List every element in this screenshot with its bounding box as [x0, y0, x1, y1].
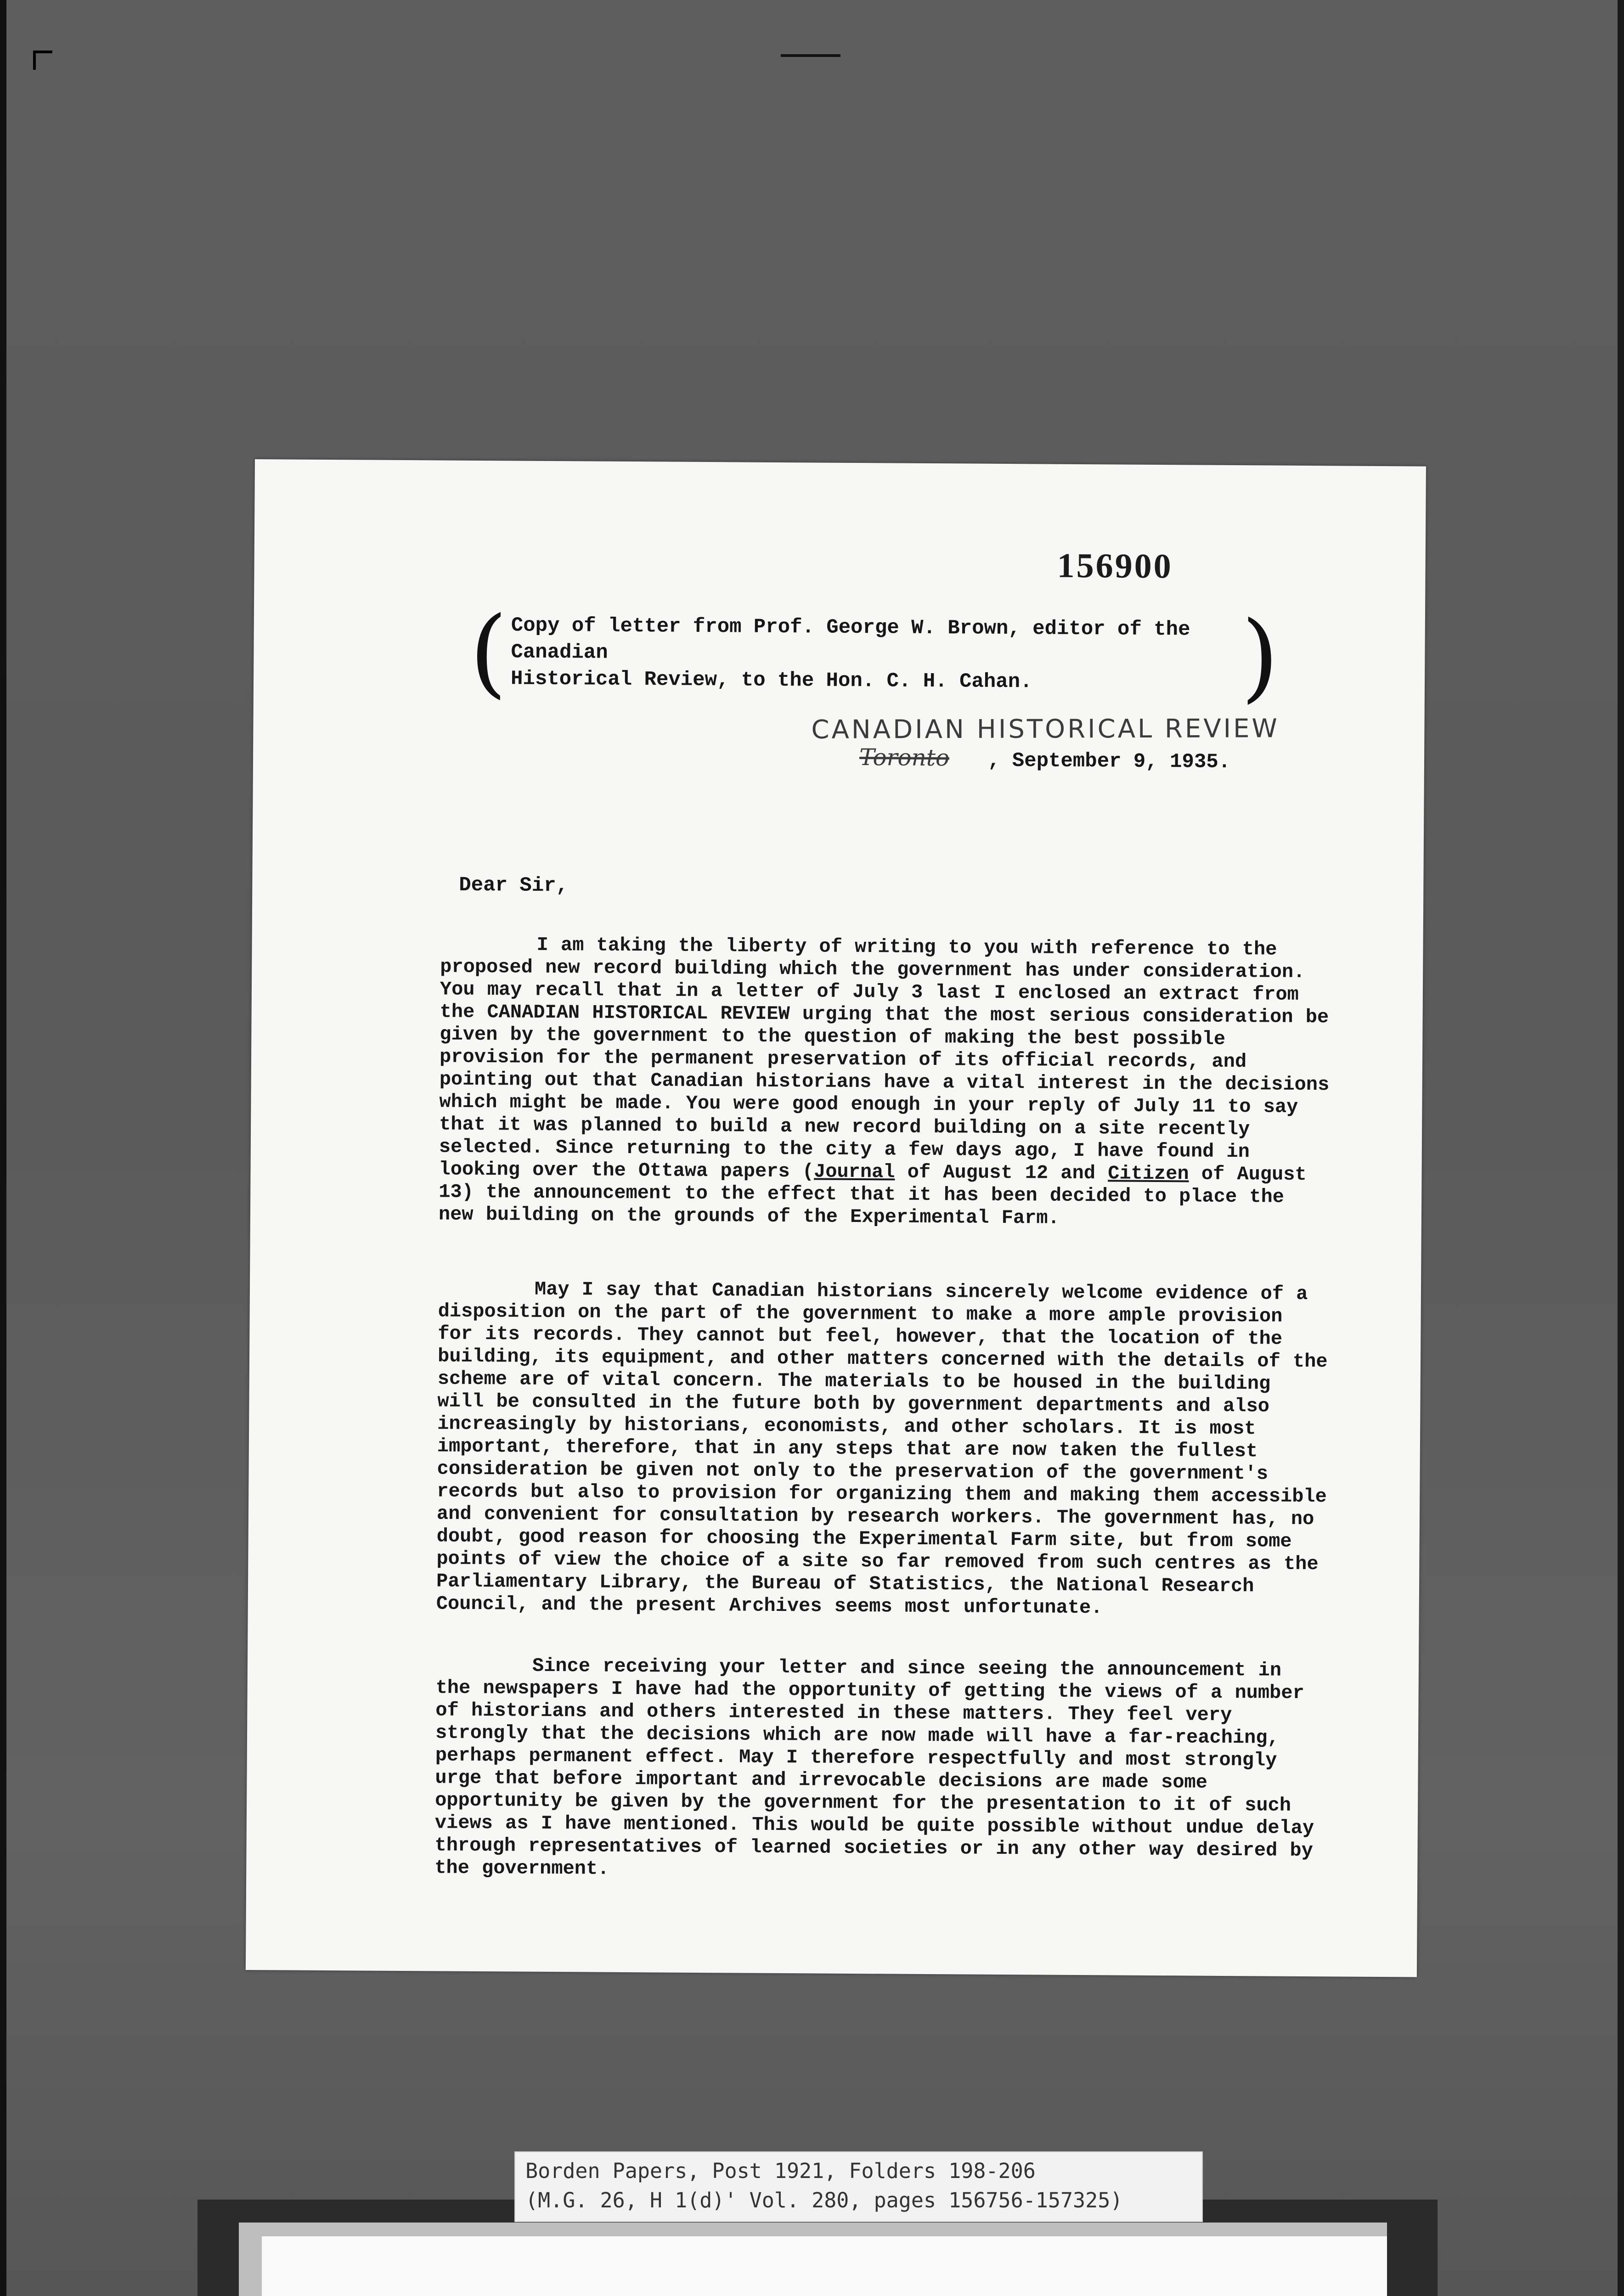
citizen-title: Citizen [1108, 1162, 1189, 1185]
paragraph-1-part-a: I am taking the liberty of writing to you with reference to the proposed new record building which the government has under consideration. You may recall that in a letter of July 3 last I enclosed an extract from the CANADIAN HISTORICAL REVIEW urging that the most serious consideration be given by the government to the question of making the best possible provision for the permanent preservation of its official records, and pointing out that Canadian historians have a vital interest in the decisions which might be made. You were good enough in your reply of July 11 to say that it was planned to build a new record building on a site recently selected. Since returning to the city a few days ago, I have found in looking over the Ottawa papers ( [439, 934, 1330, 1183]
paragraph-1-part-b: of August 12 and [895, 1161, 1108, 1185]
paragraph-1 [439, 933, 1331, 1231]
paragraph-1-part-c: of August 13) the announcement to the effect that it has been decided to place the new building on the grounds of the Experimental Farm. [438, 1163, 1307, 1229]
paragraph-2: May I say that Canadian historians sincerely welcome evidence of a disposition on the part of the government to make a more ample provision for its records. They cannot but feel, however, that the location of the building, its equipment, and other matters concerned with the details of the scheme are of vital concern. The materials to be housed in the building will be consulted in the future both by government departments and also increasingly by historians, economists, and other scholars. It is most important, therefore, that in any steps that are now taken the fullest consideration be given not only to the preservation of the government's records but also to provision for organizing them and making them accessible and convenient for consultation by research workers. The government has, no doubt, good reason for choosing the Experimental Farm site, but from some points of view the choice of a site so far removed from such centres as the Parliamentary Library, the Bureau of Statistics, the National Research Council, and the present Archives seems most unfortunate. [436, 1278, 1328, 1619]
film-edge-right [1618, 0, 1624, 2296]
close-paren-mark: ) [1241, 600, 1280, 713]
reference-caption [514, 2151, 1203, 2222]
caption-line-2: (M.G. 26, H 1(d)' Vol. 280, pages 156756-157325) [525, 2188, 1123, 2212]
document-number: 156900 [1057, 546, 1173, 586]
letter-date: , September 9, 1935. [987, 749, 1231, 774]
film-edge-left [0, 0, 6, 2296]
open-paren-mark: ( [469, 595, 508, 709]
top-crop-mark [781, 54, 840, 57]
archives-stamp-card [262, 2236, 1387, 2296]
caption-line-1: Borden Papers, Post 1921, Folders 198-206 [525, 2159, 1036, 2183]
corner-crop-mark [33, 51, 52, 70]
salutation: Dear Sir, [459, 873, 569, 898]
copy-header-note: Copy of letter from Prof. George W. Brown, editor of the Canadian Historical Review, to the Hon. C. H. Cahan. [510, 614, 1190, 694]
letter-page [246, 459, 1426, 1977]
journal-title: Journal [813, 1160, 895, 1183]
paragraph-3: Since receiving your letter and since seeing the announcement in the newspapers I have had the opportunity of getting the views of a number of historians and others interested in these matters. They feel very strongly that the decisions which are now made will have a far-reaching, perhaps permanent effect. May I therefore respectfully and most strongly urge that before important and irrevocable decisions are made some opportunity be given by the government for the presentation to it of such views as I have mentioned. This would be quite possible without undue delay through representatives of learned societies or in any other way desired by the government. [434, 1654, 1314, 1880]
handwritten-city: Toronto [859, 744, 950, 771]
handwritten-letterhead: CANADIAN HISTORICAL REVIEW [811, 714, 1280, 745]
